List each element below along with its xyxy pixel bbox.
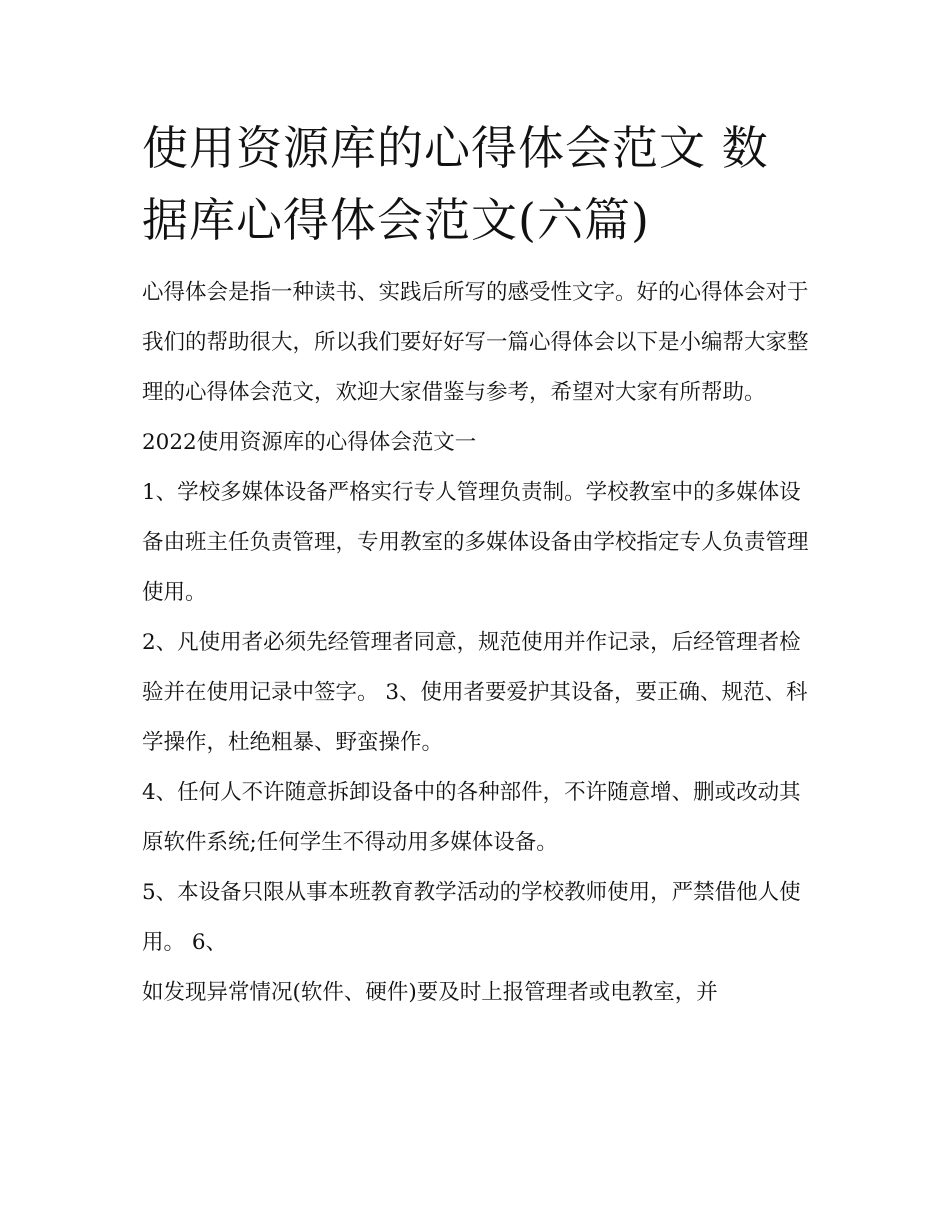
- rule-paragraph-5-6: 5、本设备只限从事本班教育教学活动的学校教师使用，严禁借他人使用。 6、: [142, 880, 801, 955]
- document-page: [142, 112, 814, 1018]
- rule-paragraph-1: 1、学校多媒体设备严格实行专人管理负责制。学校教室中的多媒体设备由班主任负责管理，专用教室的多媒体设备由学校指定专人负责管理使用。: [142, 480, 809, 605]
- rule-paragraph-2-3: 2、凡使用者必须先经管理者同意，规范使用并作记录，后经管理者检验并在使用记录中签字。 3、使用者要爱护其设备，要正确、规范、科学操作，杜绝粗暴、野蛮操作。: [142, 630, 808, 755]
- document-title: 使用资源库的心得体会范文 数据库心得体会范文(六篇): [142, 121, 769, 247]
- intro-paragraph: 心得体会是指一种读书、实践后所写的感受性文字。好的心得体会对于我们的帮助很大，所以我们要好好写一篇心得体会以下是小编帮大家整理的心得体会范文，欢迎大家借鉴与参考，希望对大家有所帮助。: [142, 280, 809, 405]
- section-heading: 2022使用资源库的心得体会范文一: [142, 430, 477, 455]
- rule-paragraph-continued: 如发现异常情况(软件、硬件)要及时上报管理者或电教室，并: [142, 980, 718, 1005]
- rule-paragraph-4: 4、任何人不许随意拆卸设备中的各种部件，不许随意增、删或改动其原软件系统;任何学生不得动用多媒体设备。: [142, 780, 801, 855]
